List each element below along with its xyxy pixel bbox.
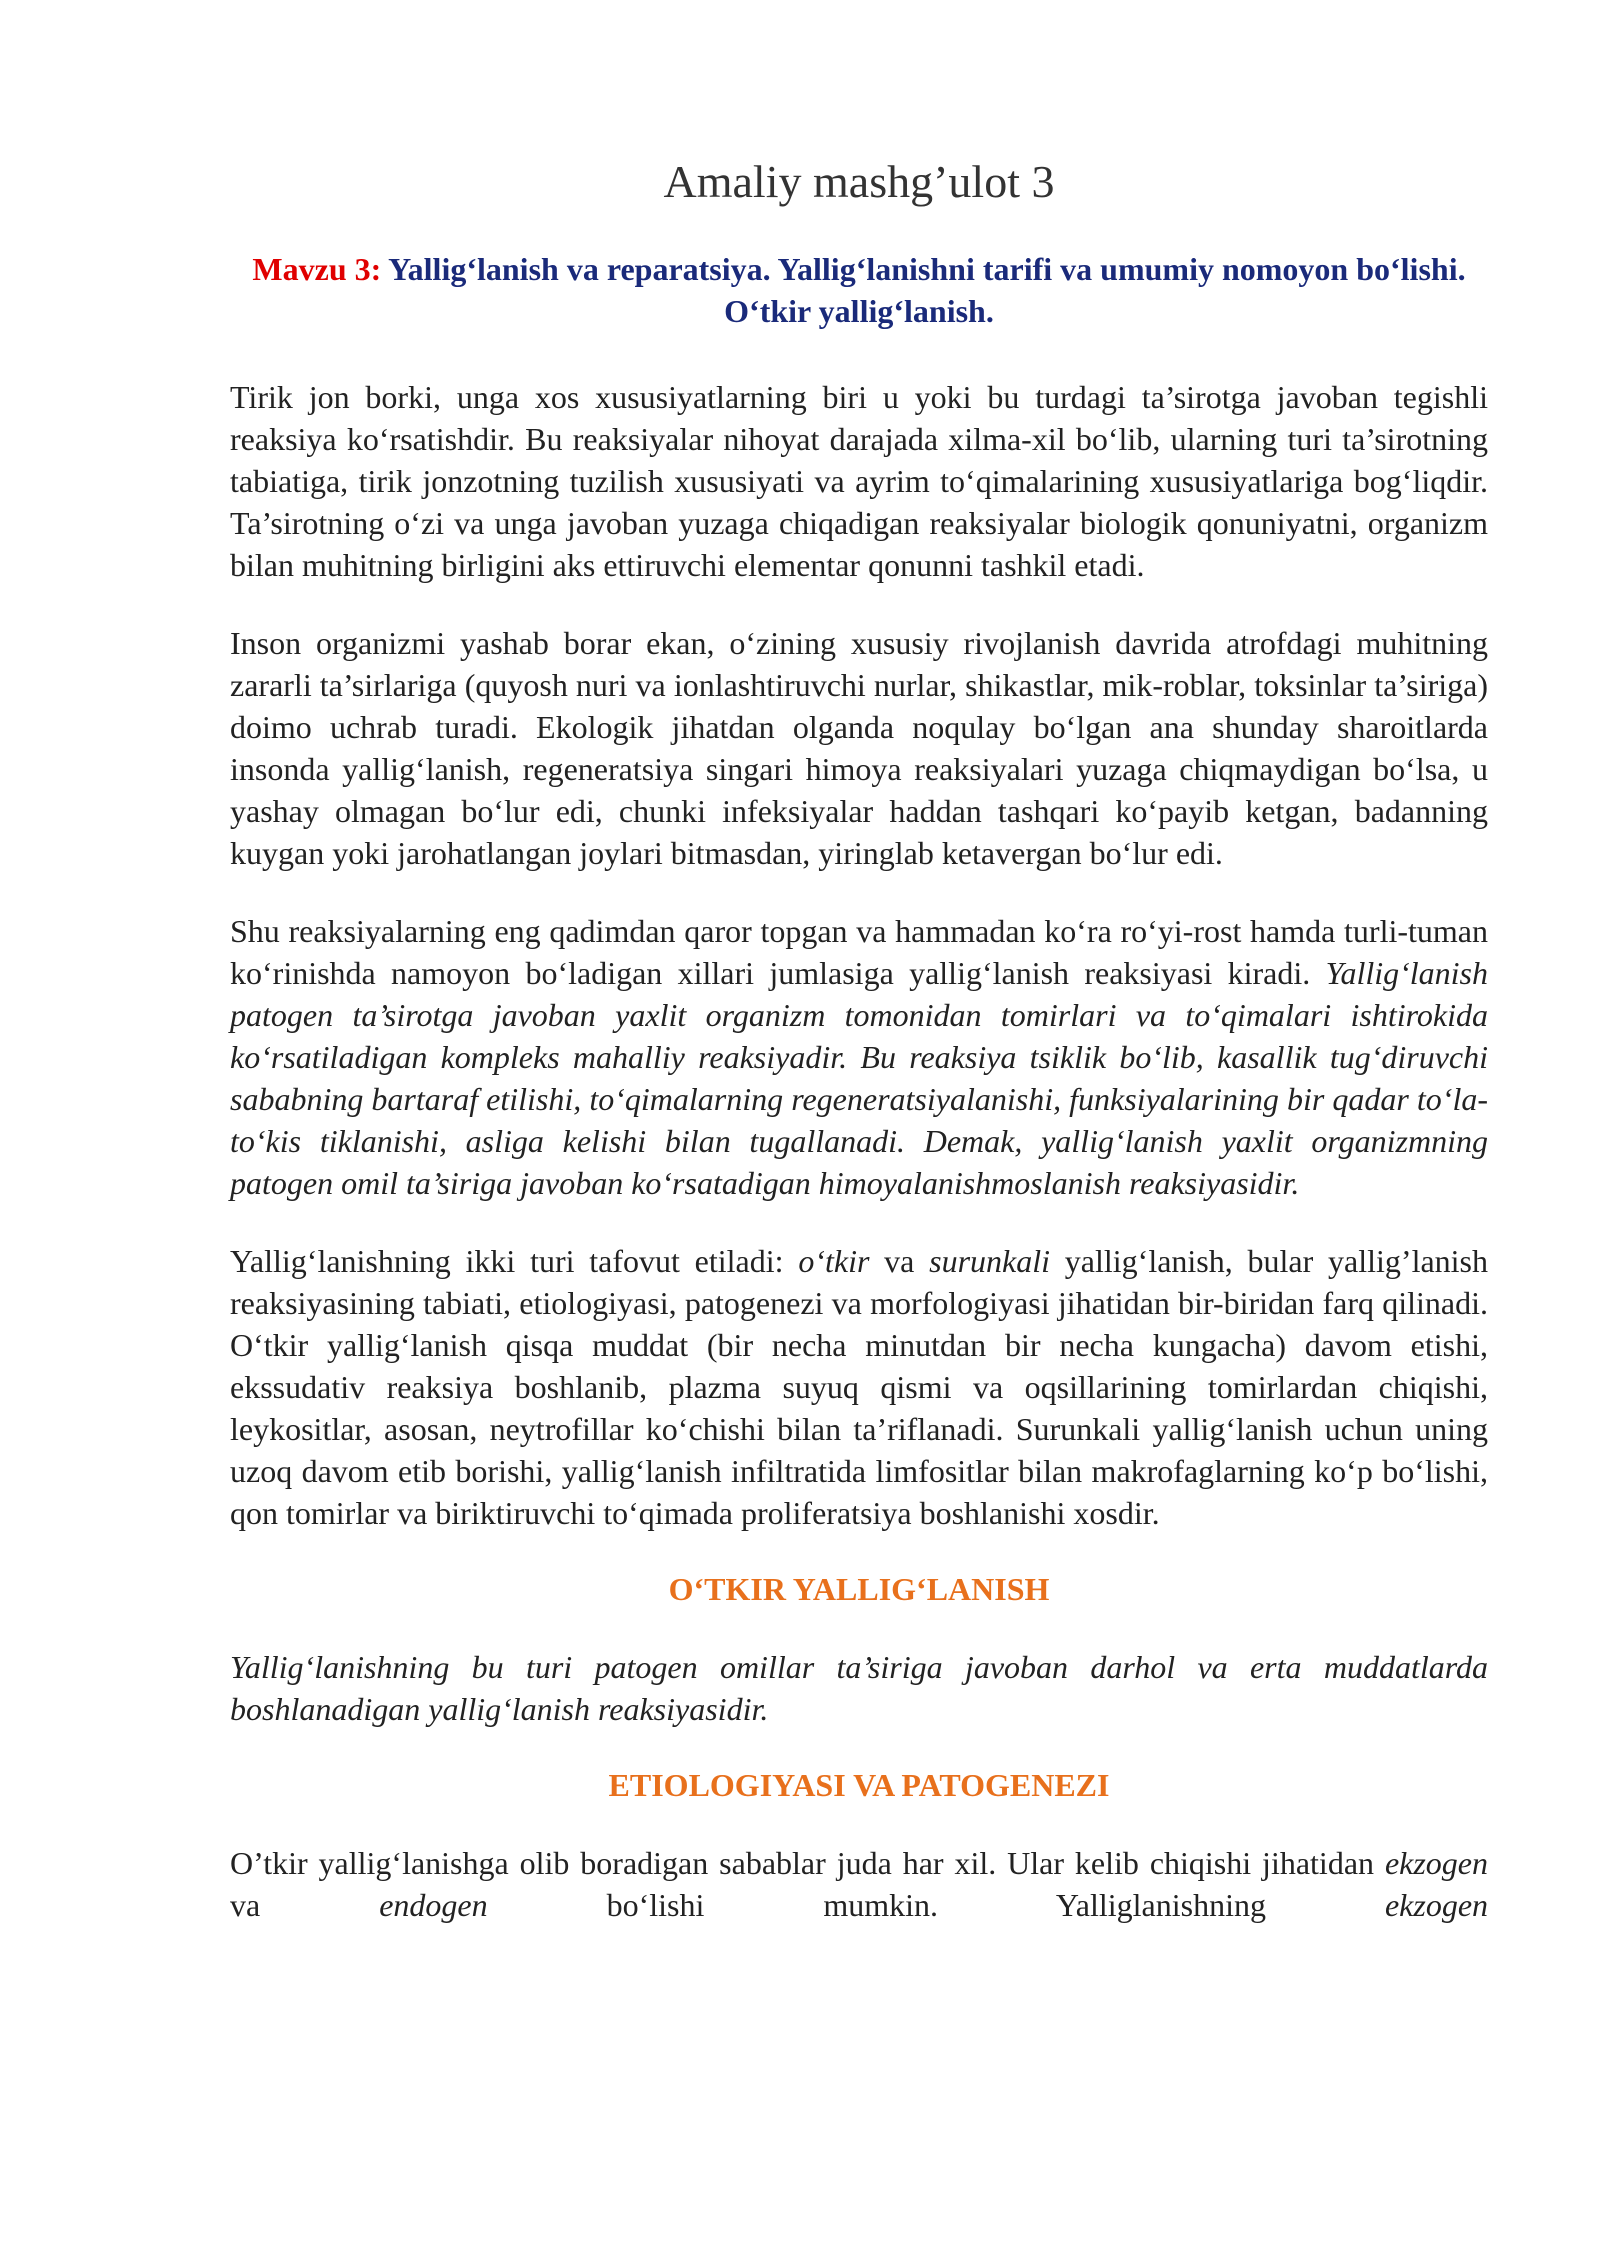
section-heading-acute: O‘TKIR YALLIG‘LANISH [668, 1571, 1050, 1607]
topic-label: Mavzu 3: [252, 251, 382, 287]
topic-heading [230, 248, 1488, 332]
paragraph-4-acute: o‘tkir [798, 1243, 870, 1279]
document-page [230, 0, 1488, 1926]
topic-text: Yallig‘lanish va reparatsiya. Yallig‘lanishni tarifi va umumiy nomoyon bo‘lishi. O‘tkir yallig‘lanish. [381, 251, 1466, 329]
acute-definition: Yallig‘lanishning bu turi patogen omillar ta’siriga javoban darhol va erta muddatlarda boshlanadigan yallig‘lanish reaksiyasidir. [230, 1649, 1488, 1727]
page-title: Amaliy mashg’ulot 3 [663, 156, 1055, 207]
paragraph-4-chronic: surunkali [929, 1243, 1051, 1279]
paragraph-3 [230, 910, 1488, 1204]
section-etiology-text [230, 1842, 1488, 1926]
etiology-endogen: endogen [379, 1887, 488, 1923]
etiology-t5: bo‘lishi mumkin. Yalliglanishning [487, 1887, 1385, 1923]
etiology-exogen: ekzogen [1384, 1845, 1488, 1881]
section-acute-text [230, 1646, 1488, 1730]
paragraph-4-c: va [869, 1243, 930, 1279]
paragraph-2: Inson organizmi yashab borar ekan, o‘zining xususiy rivojlanish davrida atrofdagi muhitning zararli ta’sirlariga (quyosh nuri va ionlashtiruvchi nurlar, shikastlar, mik-roblar, toksinlar ta’siriga) doimo uchrab turadi. Ekologik jihatdan olganda noqulay bo‘lgan ana shunday sharoitlarda insonda yallig‘lanish, regeneratsiya singari himoya reaksiyalari yuzaga chiqmaydigan bo‘lsa, u yashay olmagan bo‘lur edi, chunki infeksiyalar haddan tashqari ko‘payib ketgan, badanning kuygan yoki jarohatlangan joylari bitmasdan, yiringlab ketavergan bo‘lur edi. [230, 625, 1488, 871]
etiology-t3: va [230, 1887, 380, 1923]
paragraph-3-definition: Yallig‘lanish patogen ta’sirotga javoban yaxlit organizm tomonidan tomirlari va to‘qimalari ishtirokida ko‘rsatiladigan kompleks mahalliy reaksiyadir. Bu reaksiya tsiklik bo‘lib, kasallik tug‘diruvchi sababning bartaraf etilishi, to‘qimalarning regeneratsiyalanishi, funksiyalarining bir qadar to‘la-to‘kis tiklanishi, asliga kelishi bilan tugallanadi. Demak, yallig‘lanish yaxlit organizmning patogen omil ta’siriga javoban ko‘rsatadigan himoyalanishmoslanish reaksiyasidir. [230, 955, 1488, 1201]
section-heading-etiology: ETIOLOGIYASI VA PATOGENEZI [608, 1767, 1110, 1803]
paragraph-4 [230, 1240, 1488, 1534]
paragraph-4-e: yallig‘lanish, bular yallig’lanish reaksiyasining tabiati, etiologiyasi, patogenezi va morfologiyasi jihatidan bir-biridan farq qilinadi. O‘tkir yallig‘lanish qisqa muddat (bir necha minutdan bir necha kungacha) davom etishi, ekssudativ reaksiya boshlanib, plazma suyuq qismi va oqsillarining tomirlardan chiqishi, leykositlar, asosan, neytrofillar ko‘chishi bilan ta’riflanadi. Surunkali yallig‘lanish uchun uning uzoq davom etib borishi, yallig‘lanish infiltratida limfositlar bilan makrofaglarning ko‘p bo‘lishi, qon tomirlar va biriktiruvchi to‘qimada proliferatsiya boshlanishi xosdir. [230, 1243, 1489, 1531]
etiology-exogen-2: ekzogen [1384, 1887, 1489, 1923]
paragraph-4-a: Yallig‘lanishning ikki turi tafovut etiladi: [230, 1243, 799, 1279]
paragraph-3-normal: Shu reaksiyalarning eng qadimdan qaror topgan va hammadan ko‘ra ro‘yi-rost hamda turli-tuman ko‘rinishda namoyon bo‘ladigan xillari jumlasiga yallig‘lanish reaksiyasi kiradi. [230, 913, 1488, 991]
etiology-t1: O’tkir yallig‘lanishga olib boradigan sabablar juda har xil. Ular kelib chiqishi jihatidan [230, 1845, 1385, 1881]
paragraph-1: Tirik jon borki, unga xos xususiyatlarning biri u yoki bu turdagi ta’sirotga javoban tegishli reaksiya ko‘rsatishdir. Bu reaksiyalar nihoyat darajada xilma-xil bo‘lib, ularning turi ta’sirotning tabiatiga, tirik jonzotning tuzilish xususiyati va ayrim to‘qimalarining xususiyatlariga bog‘liqdir. Ta’sirotning o‘zi va unga javoban yuzaga chiqadigan reaksiyalar biologik qonuniyatni, organizm bilan muhitning birligini aks ettiruvchi elementar qonunni tashkil etadi. [230, 379, 1488, 583]
